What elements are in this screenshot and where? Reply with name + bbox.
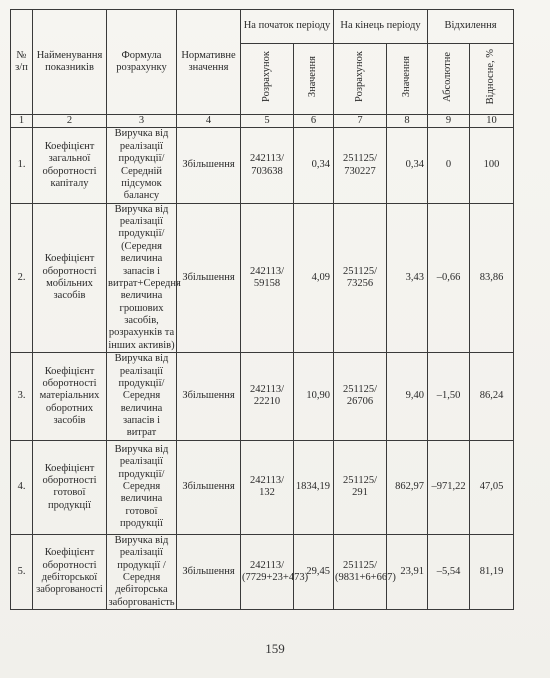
normative-value: Збільшення bbox=[177, 353, 241, 441]
indicator-name: Коефіцієнт оборотності мобільних засобів bbox=[33, 203, 107, 353]
calc-end: 251125/ 26706 bbox=[334, 353, 387, 441]
col-number: 6 bbox=[294, 115, 334, 128]
normative-value: Збільшення bbox=[177, 440, 241, 534]
calc-start: 242113/ (7729+23+473) bbox=[241, 534, 294, 609]
row-number: 3. bbox=[11, 353, 33, 441]
page-number: 159 bbox=[265, 641, 285, 656]
table-row bbox=[11, 440, 514, 534]
calc-start: 242113/ 703638 bbox=[241, 128, 294, 203]
col-number: 3 bbox=[107, 115, 177, 128]
formula: Виручка від реалізації продукції/ Середній підсумок балансу bbox=[107, 128, 177, 203]
formula: Виручка від реалізації продукції/ (Середня величина запасів і витрат+Середня величина грошових засобів, розрахунків та інших активів) bbox=[108, 203, 181, 351]
header-deviation: Відхилення bbox=[428, 10, 514, 44]
header-end-period: На кінець періоду bbox=[334, 10, 428, 44]
value-start: 10,90 bbox=[294, 353, 334, 441]
col-number: 1 bbox=[11, 115, 33, 128]
header-calc-end: Розрахунок bbox=[334, 44, 387, 115]
indicator-name: Коефіцієнт оборотності готової продукції bbox=[33, 440, 107, 534]
deviation-relative: 86,24 bbox=[470, 353, 514, 441]
row-number: 4. bbox=[11, 440, 33, 534]
formula: Виручка від реалізації продукції/ Середня величина готової продукції bbox=[107, 440, 177, 534]
formula: Виручка від реалізації продукції/ Середня величина запасів і витрат bbox=[107, 353, 177, 441]
table-row bbox=[11, 534, 514, 609]
deviation-absolute: –971,22 bbox=[428, 440, 470, 534]
deviation-absolute: –0,66 bbox=[428, 203, 470, 353]
table-row bbox=[11, 353, 514, 441]
row-number: 2. bbox=[11, 203, 33, 353]
header-norm: Нормативне значення bbox=[177, 10, 241, 115]
deviation-relative: 47,05 bbox=[470, 440, 514, 534]
col-number: 10 bbox=[470, 115, 514, 128]
calc-end: 251125/ 73256 bbox=[334, 203, 387, 353]
value-end: 23,91 bbox=[387, 534, 428, 609]
value-end: 9,40 bbox=[387, 353, 428, 441]
col-number: 2 bbox=[33, 115, 107, 128]
formula: Виручка від реалізації продукції / Середня дебіторська заборгованість bbox=[108, 534, 175, 608]
calc-end: 251125/ (9831+6+667) bbox=[334, 534, 387, 609]
table-row bbox=[11, 203, 514, 353]
value-start: 1834,19 bbox=[294, 440, 334, 534]
value-end: 862,97 bbox=[387, 440, 428, 534]
calc-start: 242113/ 22210 bbox=[241, 353, 294, 441]
calc-start: 242113/ 132 bbox=[241, 440, 294, 534]
deviation-absolute: 0 bbox=[428, 128, 470, 203]
value-start: 29,45 bbox=[294, 534, 334, 609]
indicator-name: Коефіцієнт загальної оборотності капіталу bbox=[33, 128, 107, 203]
deviation-absolute: –5,54 bbox=[428, 534, 470, 609]
col-number: 7 bbox=[334, 115, 387, 128]
calc-end: 251125/ 730227 bbox=[334, 128, 387, 203]
value-end: 0,34 bbox=[387, 128, 428, 203]
header-absolute: Абсолютне bbox=[428, 44, 470, 115]
row-number: 1. bbox=[11, 128, 33, 203]
header-relative: Відносне, % bbox=[470, 44, 514, 115]
turnover-ratios-table bbox=[10, 9, 514, 610]
header-value-start: Значення bbox=[294, 44, 334, 115]
calc-start: 242113/ 59158 bbox=[241, 203, 294, 353]
calc-end: 251125/ 291 bbox=[334, 440, 387, 534]
header-row-1 bbox=[11, 10, 514, 44]
indicator-name: Коефіцієнт оборотності дебіторської заборгованості bbox=[33, 534, 107, 609]
value-start: 4,09 bbox=[294, 203, 334, 353]
value-end: 3,43 bbox=[387, 203, 428, 353]
normative-value: Збільшення bbox=[177, 534, 241, 609]
normative-value: Збільшення bbox=[177, 128, 241, 203]
normative-value: Збільшення bbox=[177, 203, 241, 353]
deviation-relative: 83,86 bbox=[470, 203, 514, 353]
deviation-absolute: –1,50 bbox=[428, 353, 470, 441]
col-number: 8 bbox=[387, 115, 428, 128]
header-start-period: На початок періоду bbox=[241, 10, 334, 44]
header-calc-start: Розрахунок bbox=[241, 44, 294, 115]
col-number: 4 bbox=[177, 115, 241, 128]
column-number-row bbox=[11, 115, 514, 128]
header-value-end: Значення bbox=[387, 44, 428, 115]
indicator-name: Коефіцієнт оборотності матеріальних оборотних засобів bbox=[33, 353, 107, 441]
col-number: 5 bbox=[241, 115, 294, 128]
header-formula: Формула розрахунку bbox=[107, 10, 177, 115]
value-start: 0,34 bbox=[294, 128, 334, 203]
deviation-relative: 100 bbox=[470, 128, 514, 203]
deviation-relative: 81,19 bbox=[470, 534, 514, 609]
header-num: № з/п bbox=[11, 10, 33, 115]
row-number: 5. bbox=[11, 534, 33, 609]
table-row bbox=[11, 128, 514, 203]
header-name: Найменування показників bbox=[33, 10, 107, 115]
col-number: 9 bbox=[428, 115, 470, 128]
